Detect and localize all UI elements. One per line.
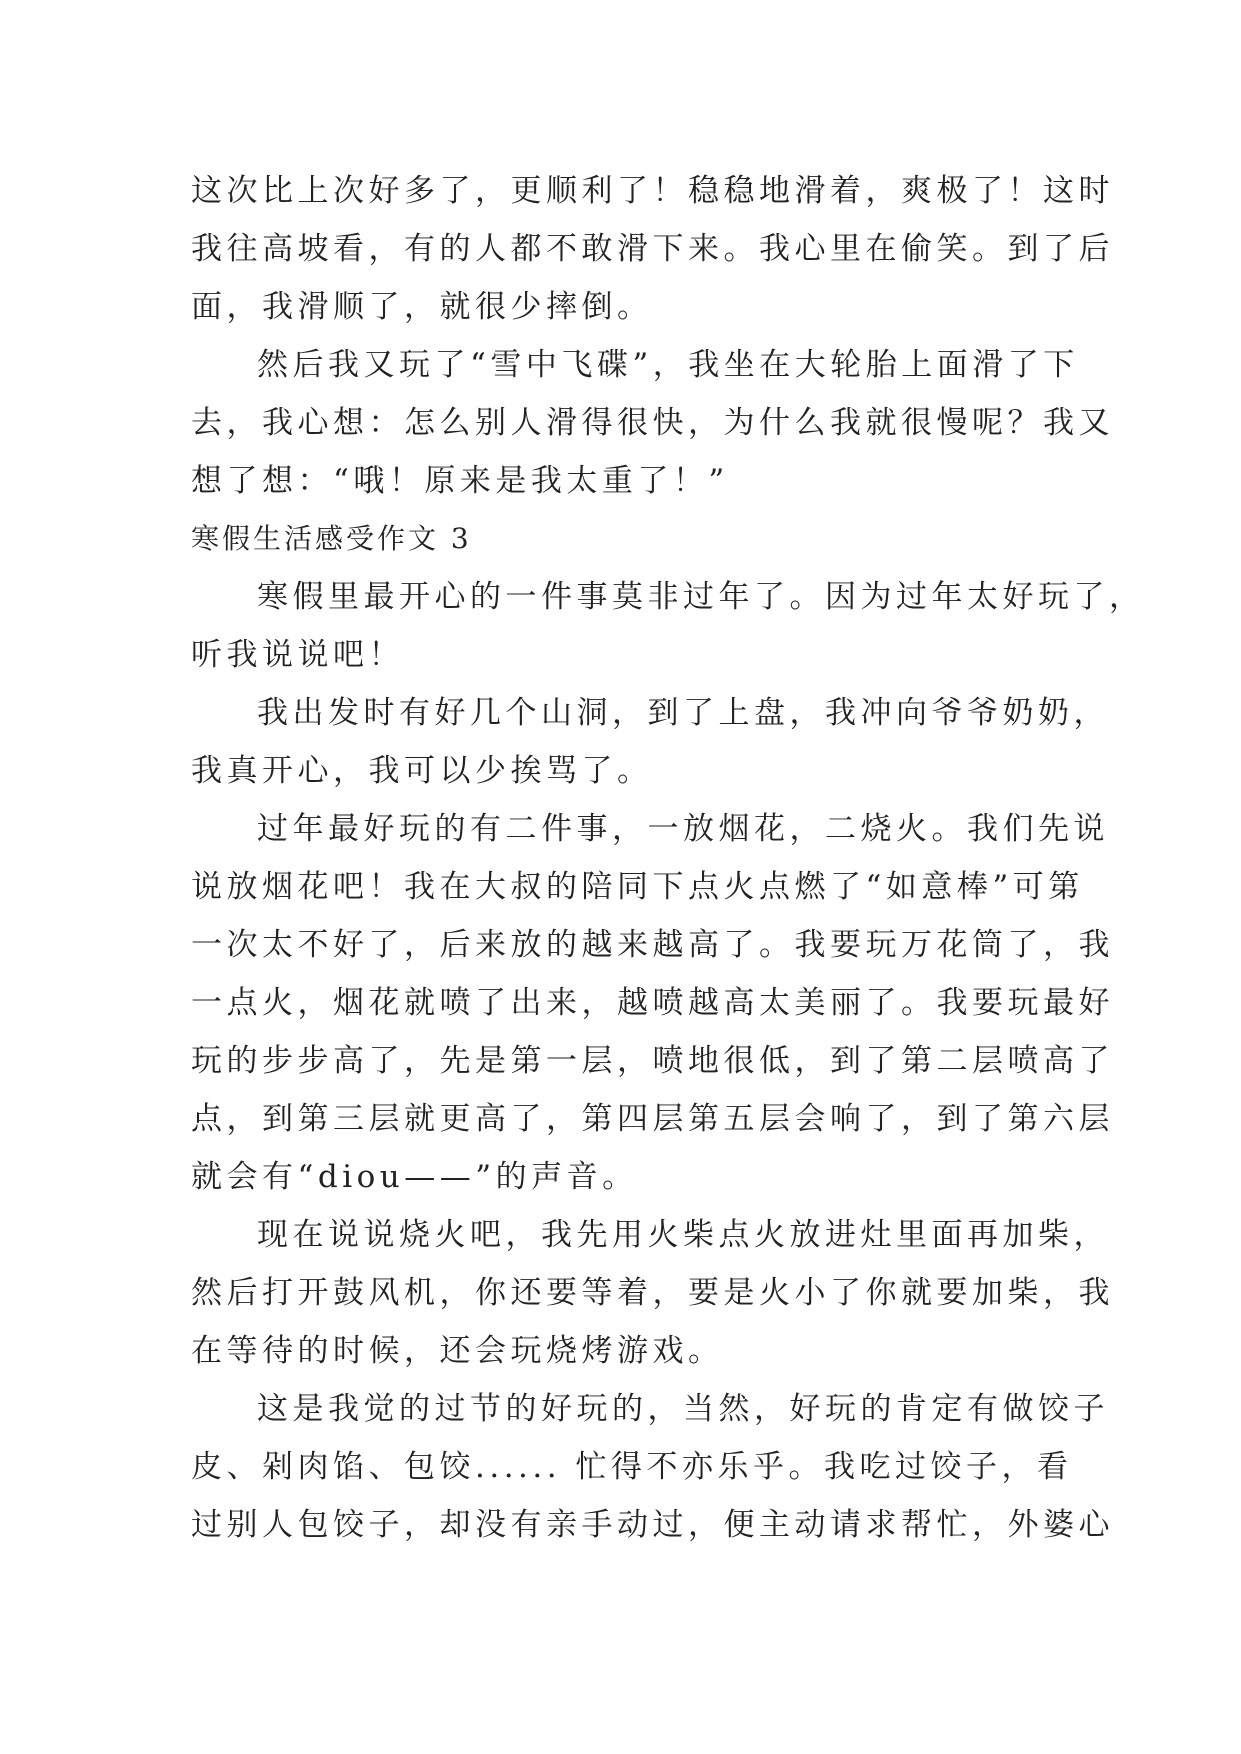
essay-body xyxy=(191,162,1145,1554)
text-line: 点，到第三层就更高了，第四层第五层会响了，到了第六层 xyxy=(191,1101,1114,1137)
text-line: 这是我觉的过节的好玩的，当然，好玩的肯定有做饺子 xyxy=(257,1391,1109,1427)
text-line: 现在说说烧火吧，我先用火柴点火放进灶里面再加柴， xyxy=(257,1217,1109,1253)
text-line: 过别人包饺子，却没有亲手动过，便主动请求帮忙，外婆心 xyxy=(191,1507,1114,1543)
text-line: 然后我又玩了“雪中飞碟”，我坐在大轮胎上面滑了下 xyxy=(257,347,1079,383)
text-line: 寒假里最开心的一件事莫非过年了。因为过年太好玩了， xyxy=(257,579,1145,615)
text-line: 说放烟花吧！我在大叔的陪同下点火点燃了“如意棒”可第 xyxy=(191,869,1084,905)
text-line: 玩的步步高了，先是第一层，喷地很低，到了第二层喷高了 xyxy=(191,1043,1114,1079)
paragraph-1 xyxy=(191,162,1114,336)
paragraph-3 xyxy=(191,568,1145,684)
text-line: 就会有“diou——”的声音。 xyxy=(191,1159,638,1195)
text-line: 过年最好玩的有二件事，一放烟花，二烧火。我们先说 xyxy=(257,811,1109,847)
text-line: 面，我滑顺了，就很少摔倒。 xyxy=(191,289,653,325)
text-line: 一点火，烟花就喷了出来，越喷越高太美丽了。我要玩最好 xyxy=(191,985,1114,1021)
paragraph-4 xyxy=(191,684,1109,800)
text-line: 想了想：“哦！原来是我太重了！” xyxy=(191,463,729,499)
paragraph-6 xyxy=(191,1206,1114,1380)
text-line: 去，我心想：怎么别人滑得很快，为什么我就很慢呢？我又 xyxy=(191,405,1114,441)
text-line: 听我说说吧！ xyxy=(191,637,404,673)
text-line: 在等待的时候，还会玩烧烤游戏。 xyxy=(191,1333,724,1369)
text-line: 这次比上次好多了，更顺利了！稳稳地滑着，爽极了！这时 xyxy=(191,173,1114,209)
text-line: 我真开心，我可以少挨骂了。 xyxy=(191,753,653,789)
text-line: 然后打开鼓风机，你还要等着，要是火小了你就要加柴，我 xyxy=(191,1275,1114,1311)
section-heading: 寒假生活感受作文 3 xyxy=(191,522,472,555)
text-line: 一次太不好了，后来放的越来越高了。我要玩万花筒了，我 xyxy=(191,927,1114,963)
text-line: 皮、剁肉馅、包饺...... 忙得不亦乐乎。我吃过饺子，看 xyxy=(191,1449,1073,1485)
text-line: 我往高坡看，有的人都不敢滑下来。我心里在偷笑。到了后 xyxy=(191,231,1114,267)
paragraph-5 xyxy=(191,800,1114,1206)
paragraph-7 xyxy=(191,1380,1114,1554)
paragraph-2 xyxy=(191,336,1114,510)
text-line: 我出发时有好几个山洞，到了上盘，我冲向爷爷奶奶， xyxy=(257,695,1109,731)
